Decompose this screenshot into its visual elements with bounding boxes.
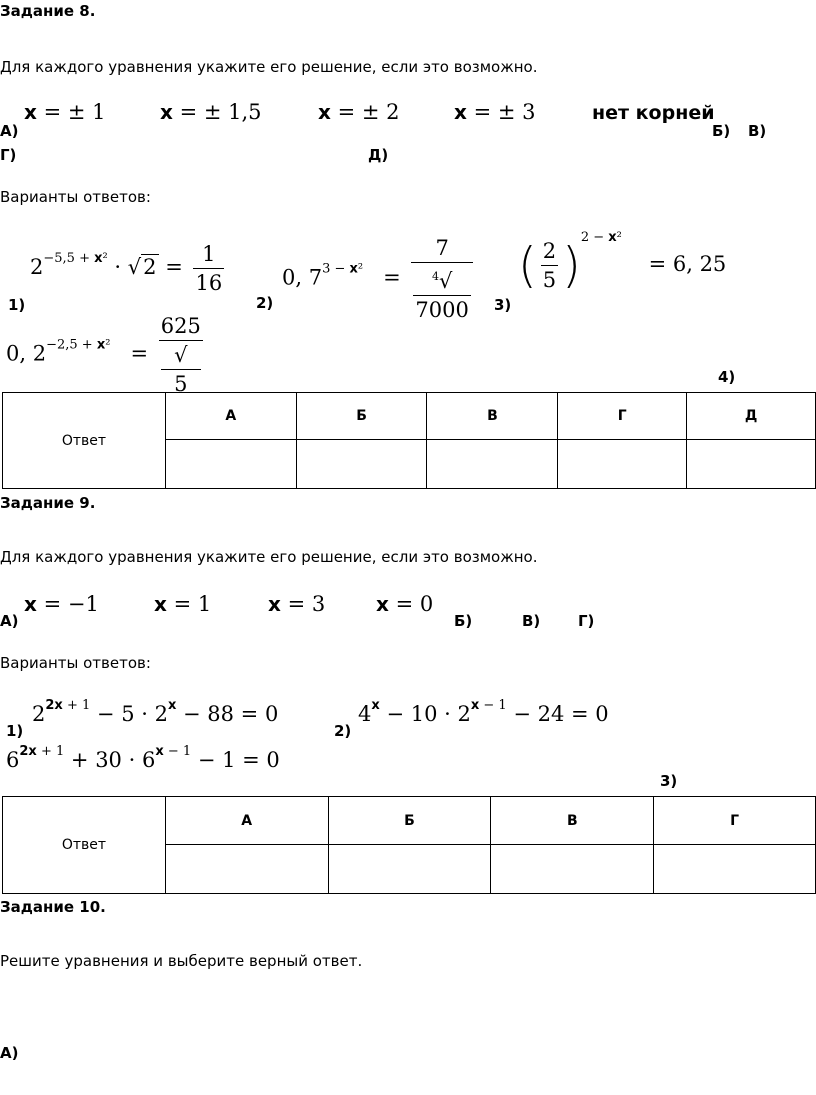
answer-cell[interactable]: [687, 440, 816, 489]
task8-eq-label-1: 1): [8, 296, 26, 314]
task9-option-c: x = 3: [268, 592, 326, 616]
task8-eq-label-2: 2): [256, 294, 274, 312]
answer-label: Ответ: [3, 393, 166, 489]
task8-variants-title: Варианты ответов:: [0, 188, 151, 206]
table-header: А: [165, 393, 296, 440]
task10-title: Задание 10.: [0, 898, 106, 916]
task8-eq-label-4: 4): [718, 368, 736, 386]
answer-cell[interactable]: [165, 845, 328, 894]
table-header: Д: [687, 393, 816, 440]
answer-cell[interactable]: [165, 440, 296, 489]
table-header: Г: [654, 797, 816, 845]
task9-label-d: Г): [578, 612, 595, 630]
task8-equation-2: 0, $7^{3 - x^2}$ = 7 $^4$√ 7000: [282, 234, 477, 324]
task8-equation-1: $2^{-5,5 + x^2} \cdot √2$ = $\frac{1}{16}$: [30, 242, 223, 295]
task9-variants-title: Варианты ответов:: [0, 654, 151, 672]
answer-cell[interactable]: [328, 845, 491, 894]
task9-label-c: В): [522, 612, 541, 630]
task8-label-b: Б): [712, 122, 731, 140]
task9-label-a: А): [0, 612, 19, 630]
task9-option-b: x = 1: [154, 592, 212, 616]
task9-eq-label-3: 3): [660, 772, 678, 790]
answer-cell[interactable]: [427, 440, 558, 489]
task10-label-a: А): [0, 1044, 19, 1062]
answer-label: Ответ: [3, 797, 166, 894]
task9-equation-1: $2^{2x + 1} - 5 \cdot 2^x - 88 = 0$: [32, 698, 279, 726]
task9-title: Задание 9.: [0, 494, 96, 512]
task8-option-e: нет корней: [592, 102, 715, 124]
task9-eq-label-1: 1): [6, 722, 24, 740]
task9-label-b: Б): [454, 612, 473, 630]
task8-label-d: Г): [0, 146, 17, 164]
task8-equation-3: ( $\frac{2}{5}$ )$^{2 - x^2}$ = 6, 25: [518, 230, 727, 294]
answer-cell[interactable]: [558, 440, 687, 489]
table-header: В: [491, 797, 654, 845]
answer-cell[interactable]: [491, 845, 654, 894]
task8-label-a: А): [0, 122, 19, 140]
task8-equation-4: 0, $2^{-2,5 + x^2}$ = 625 √ 5: [6, 314, 201, 396]
task8-label-c: В): [748, 122, 767, 140]
task9-eq-label-2: 2): [334, 722, 352, 740]
answer-cell[interactable]: [296, 440, 427, 489]
table-header: Г: [558, 393, 687, 440]
table-header: В: [427, 393, 558, 440]
answer-cell[interactable]: [654, 845, 816, 894]
task8-label-e: Д): [368, 146, 389, 164]
task8-eq-label-3: 3): [494, 296, 512, 314]
task8-option-d: x = ± 3: [454, 100, 536, 124]
task8-option-c: x = ± 2: [318, 100, 400, 124]
task8-option-b: x = ± 1,5: [160, 100, 262, 124]
task8-answer-table: [2, 392, 816, 489]
task10-instruction: Решите уравнения и выберите верный ответ.: [0, 952, 363, 970]
task9-answer-table: [2, 796, 816, 894]
task9-option-a: x = −1: [24, 592, 99, 616]
table-header: А: [165, 797, 328, 845]
task9-equation-3: $6^{2x + 1} + 30 \cdot 6^{x - 1} - 1 = 0$: [6, 744, 280, 772]
task9-equation-2: $4^x - 10 \cdot 2^{x - 1} - 24 = 0$: [358, 698, 609, 726]
task8-title: Задание 8.: [0, 2, 96, 20]
task9-instruction: Для каждого уравнения укажите его решение, если это возможно.: [0, 548, 538, 566]
table-header: Б: [328, 797, 491, 845]
task8-instruction: Для каждого уравнения укажите его решение, если это возможно.: [0, 58, 538, 76]
task8-option-a: x = ± 1: [24, 100, 106, 124]
table-header: Б: [296, 393, 427, 440]
task9-option-d: x = 0: [376, 592, 434, 616]
